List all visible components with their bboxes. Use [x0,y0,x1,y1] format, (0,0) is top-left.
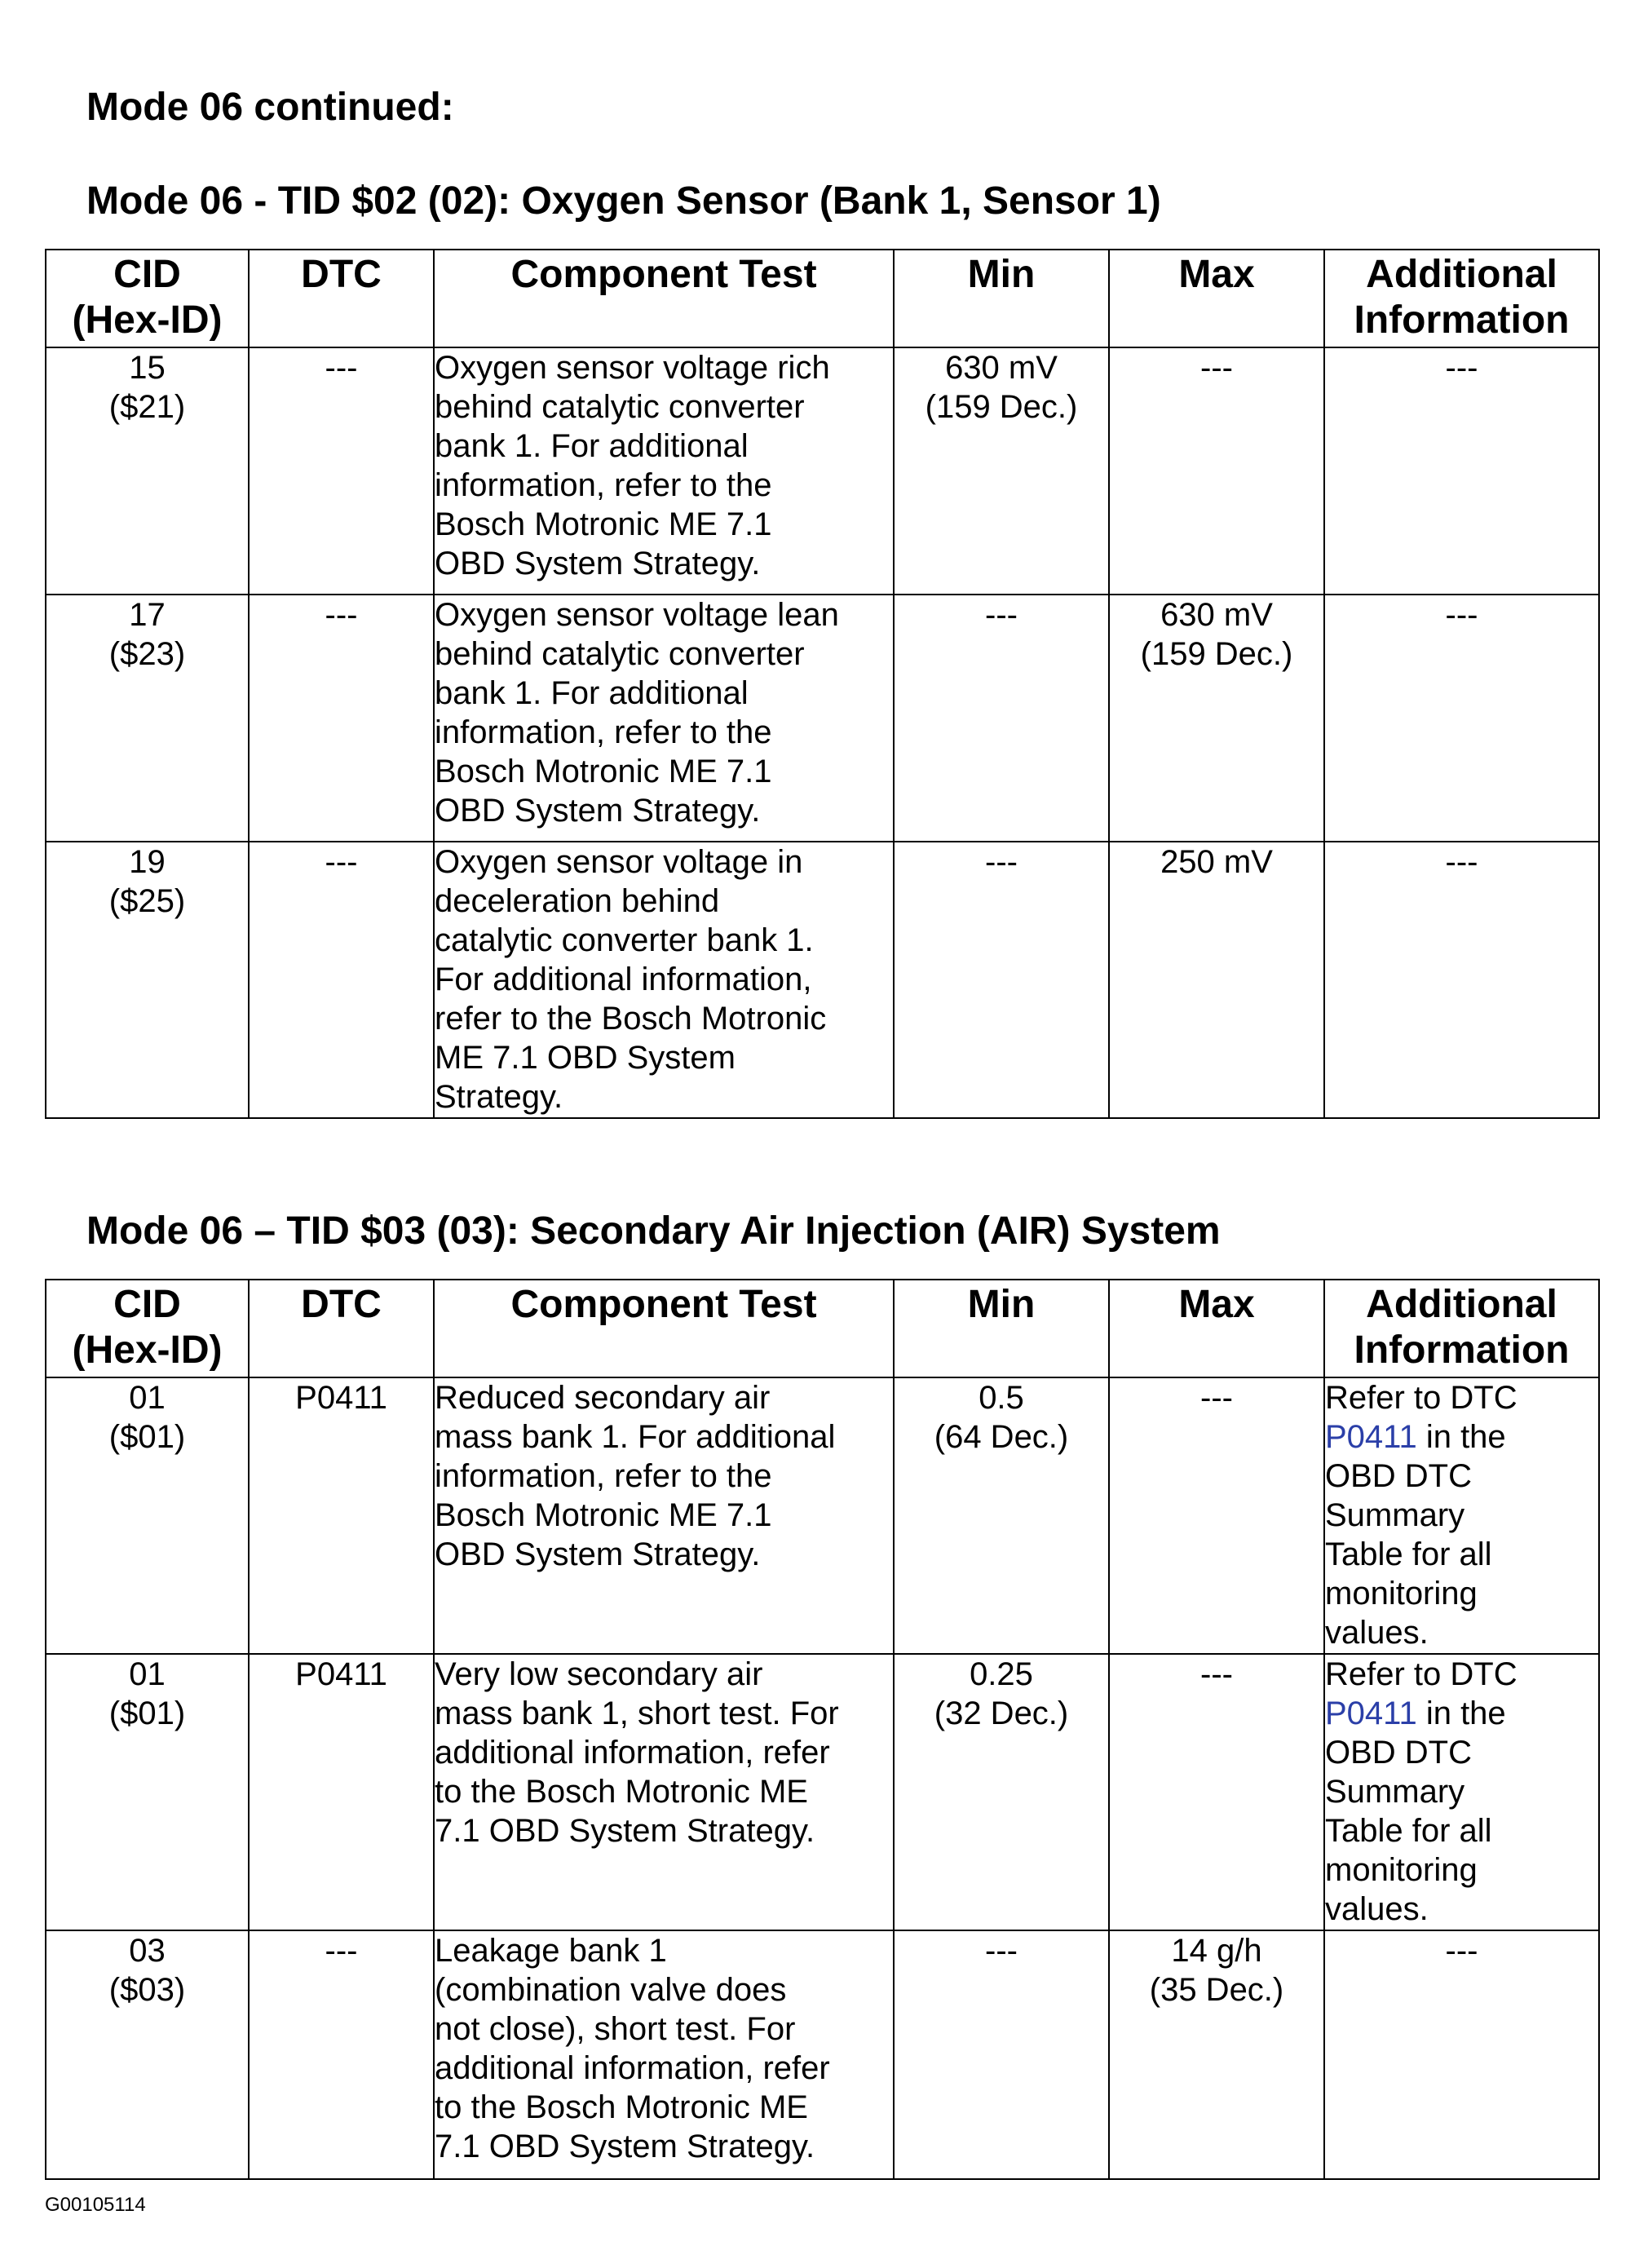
cell-component-test: Reduced secondary air mass bank 1. For additional information, refer to the Bosch Motronic ME 7.1 OBD System Strategy. [434,1377,894,1654]
header-cid: CID (Hex-ID) [46,250,249,347]
cell-max: 630 mV (159 Dec.) [1109,595,1324,842]
header-dtc: DTC [249,250,434,347]
cell-max: --- [1109,347,1324,595]
header-min: Min [894,1280,1109,1377]
cell-additional-information: --- [1324,842,1599,1118]
dtc-p0411-link[interactable]: P0411 [1325,1695,1417,1731]
table-header-row [46,250,1599,347]
table-row [46,1654,1599,1930]
cell-cid: 19 ($25) [46,842,249,1118]
header-additional-information: Additional Information [1324,250,1599,347]
table-row [46,1930,1599,2179]
table2-title: Mode 06 – TID $03 (03): Secondary Air Injection (AIR) System [86,1209,1221,1253]
page-heading-continued: Mode 06 continued: [86,86,454,129]
cell-additional-information: Refer to DTC P0411 in the OBD DTC Summary Table for all monitoring values. [1324,1654,1599,1930]
table1-oxygen-sensor [45,249,1600,1119]
table-row [46,595,1599,842]
table1-title: Mode 06 - TID $02 (02): Oxygen Sensor (Bank 1, Sensor 1) [86,179,1161,223]
table-header-row [46,1280,1599,1377]
header-min: Min [894,250,1109,347]
cell-min: --- [894,842,1109,1118]
cell-dtc: --- [249,842,434,1118]
cell-additional-information: --- [1324,1930,1599,2179]
cell-dtc: --- [249,1930,434,2179]
footer-document-code: G00105114 [45,2194,146,2216]
table-row [46,347,1599,595]
header-additional-information: Additional Information [1324,1280,1599,1377]
cell-component-test: Oxygen sensor voltage rich behind catalytic converter bank 1. For additional information, refer to the Bosch Motronic ME 7.1 OBD System Strategy. [434,347,894,595]
cell-cid: 03 ($03) [46,1930,249,2179]
cell-min: --- [894,595,1109,842]
header-component-test: Component Test [434,250,894,347]
cell-max: 250 mV [1109,842,1324,1118]
cell-max: --- [1109,1377,1324,1654]
cell-component-test: Very low secondary air mass bank 1, short test. For additional information, refer to the Bosch Motronic ME 7.1 OBD System Strategy. [434,1654,894,1930]
cell-additional-information: --- [1324,347,1599,595]
cell-max: 14 g/h (35 Dec.) [1109,1930,1324,2179]
cell-component-test: Oxygen sensor voltage lean behind catalytic converter bank 1. For additional information, refer to the Bosch Motronic ME 7.1 OBD System Strategy. [434,595,894,842]
cell-cid: 17 ($23) [46,595,249,842]
header-component-test: Component Test [434,1280,894,1377]
cell-component-test: Oxygen sensor voltage in deceleration behind catalytic converter bank 1. For additional information, refer to the Bosch Motronic ME 7.1 OBD System Strategy. [434,842,894,1118]
cell-min: 0.25 (32 Dec.) [894,1654,1109,1930]
header-cid: CID (Hex-ID) [46,1280,249,1377]
cell-dtc: --- [249,595,434,842]
cell-min: 0.5 (64 Dec.) [894,1377,1109,1654]
table-row [46,1377,1599,1654]
cell-dtc: P0411 [249,1654,434,1930]
cell-additional-information: --- [1324,595,1599,842]
cell-min: --- [894,1930,1109,2179]
cell-max: --- [1109,1654,1324,1930]
cell-cid: 01 ($01) [46,1377,249,1654]
cell-min: 630 mV (159 Dec.) [894,347,1109,595]
table-row [46,842,1599,1118]
header-max: Max [1109,1280,1324,1377]
cell-dtc: P0411 [249,1377,434,1654]
cell-additional-information: Refer to DTC P0411 in the OBD DTC Summary Table for all monitoring values. [1324,1377,1599,1654]
cell-component-test: Leakage bank 1 (combination valve does not close), short test. For additional information, refer to the Bosch Motronic ME 7.1 OBD System Strategy. [434,1930,894,2179]
table2-secondary-air-injection [45,1279,1600,2180]
cell-cid: 15 ($21) [46,347,249,595]
cell-dtc: --- [249,347,434,595]
header-max: Max [1109,250,1324,347]
cell-cid: 01 ($01) [46,1654,249,1930]
header-dtc: DTC [249,1280,434,1377]
dtc-p0411-link[interactable]: P0411 [1325,1419,1417,1455]
